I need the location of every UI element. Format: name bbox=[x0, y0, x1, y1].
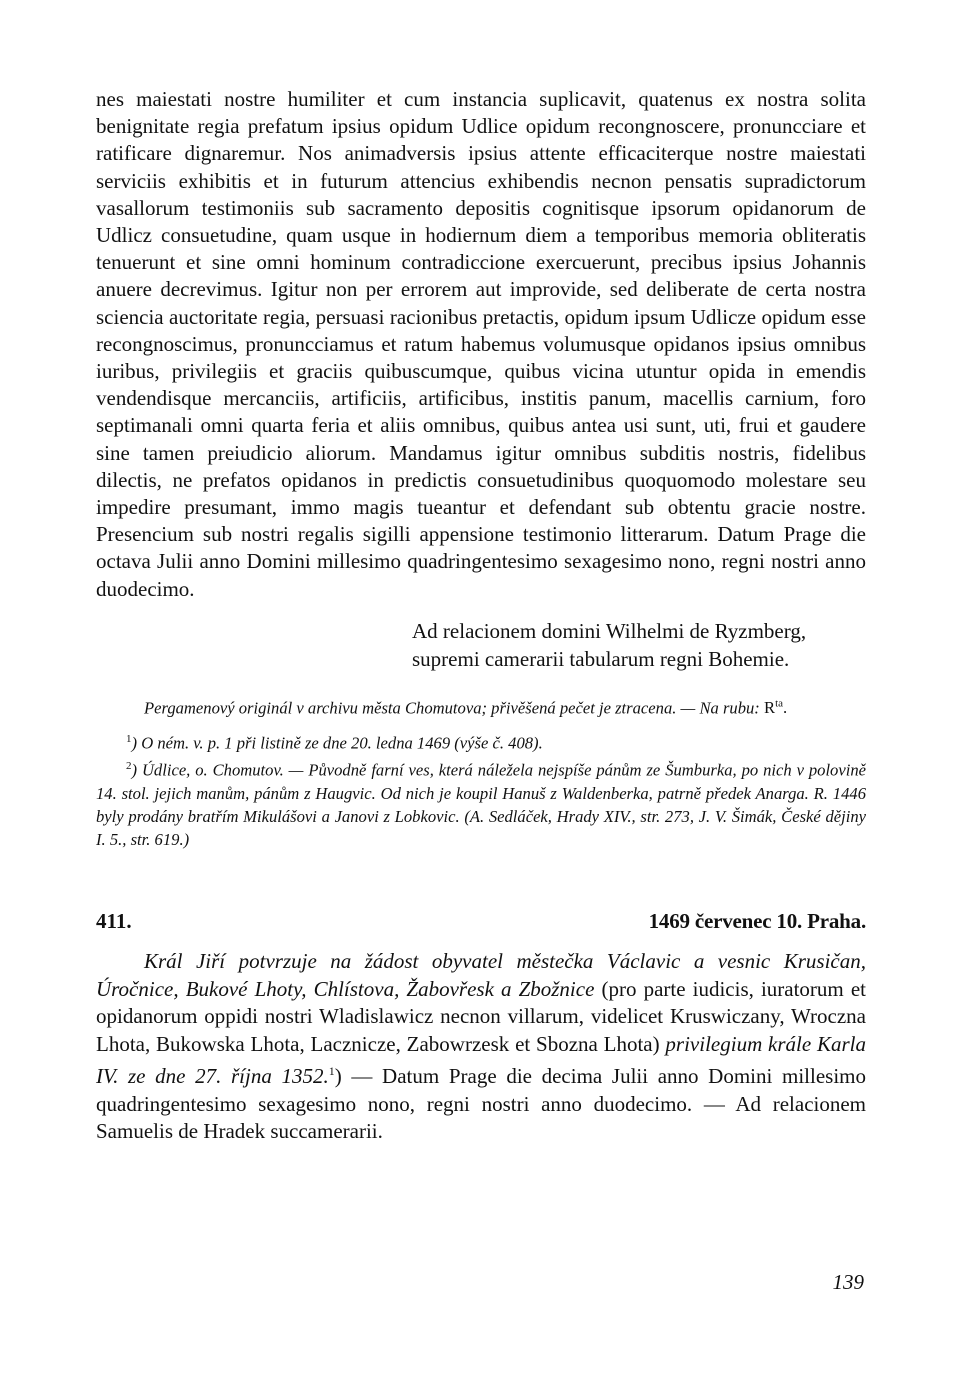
charter-text: nes maiestati nostre humiliter et cum instancia suplicavit, quatenus ex nostra solita benignitate regia prefatum ipsius opidum Udlice opidum recongnoscere, pronuncciare et ratificare dignaremur. Nos animadversis ipsius attente efficaciterque nostre maiestati serviciis exhibitis et in futurum attencius exhibendis necnon pensatis supradictorum vasallorum testimoniis sub sacramento depositis cognitisque ipsorum opidanorum de Udlicz consuetudine, quam usque in hodiernum diem a temporibus memoria obliteratis tenuerunt et sine omni hominum contradiccione exercuerunt, precibus ipsius Johannis anuere decrevimus. Igitur non per errorem aut improvide, sed deliberate de certa nostra sciencia auctoritate regia, persuasi racionibus pretactis, opidum ipsum Udlicze opidum esse recongnoscimus, pronuncciamus et ratum habemus volumusque opidanos ipsius omnibus iuribus, privilegiis et graciis quibuscumque, quibus vicina utuntur opida in emendis vendendisque mercanciis, artificiis, artificibus, institis panum, macellis carnium, foro septimanali omni quarta feria et aliis omnibus, quibus antea usi sunt, uti, frui et gaudere sine tamen preiudicio aliorum. Mandamus igitur omnibus subditis nostris, fidelibus dilectis, ne prefatos opidanos in predictis consuetudinibus quoquomodo molestare seu impedire presumant, immo magis tueantur et defendant sub obtentu gracie nostre. Presencium sub nostri regalis sigilli appensione testimonio litterarum. Datum Prage die octava Julii anno Domini millesimo quadringentesimo sexagesimo nono, regni nostri anno duodecimo. bbox=[96, 87, 866, 601]
page-number: 139 bbox=[832, 1270, 864, 1294]
entry-heading bbox=[96, 909, 866, 934]
dorsal-mark: $R^{ta}$. bbox=[764, 697, 788, 718]
entry-number: 411. bbox=[96, 909, 132, 934]
source-note-text: Pergamenový originál v archivu města Chomutova; přivěšená pečet je ztracena. — Na rubu: bbox=[144, 698, 760, 718]
entry-date: 1469 červenec 10. Praha. bbox=[648, 909, 866, 934]
footnote: $^1$) O ném. v. p. 1 při listině ze dne 20. ledna 1469 (výše č. 408). bbox=[126, 733, 543, 753]
document-page bbox=[96, 86, 866, 1166]
signature-block bbox=[96, 617, 866, 673]
signature-line-1: Ad relacionem domini Wilhelmi de Ryzmberg, bbox=[412, 618, 807, 643]
footnotes bbox=[96, 728, 866, 851]
footnote: $^2$) Údlice, o. Chomutov. — Původně farní ves, která náležela nejspíše pánům ze Šumburka, po nich v polovině 14. stol. jejich manům, pánům z Haugvic. Od nich je koupil Hanuš z Waldenberka, patrně předek Anarga. R. 1446 byly prodány bratřím Mikulášovi a Janovi z Lobkovic. (A. Sedláček, Hrady XIV., str. 273, J. V. Šimák, České dějiny I. 5., str. 619.) bbox=[96, 760, 866, 850]
source-note bbox=[96, 693, 866, 720]
regest-text: Král Jiří potvrzuje na žádost obyvatel městečka Václavic a vesnic Krusičan, Úročnice, Bukové Lhoty, Chlístova, Žabovřesk a Zbožnice (pro parte iudicis, iuratorum et opidanorum oppidi nostri Wladislawicz necnon villarum, videlicet Kruswiczany, Wroczna Lhota, Bukowska Lhota, Lacznicze, Zabowrzesk et Sbozna Lhota) privilegium krále Karla IV. ze dne 27. října 1352.$^1$) — Datum Prage die decima Julii anno Domini millesimo quadringentesimo sexagesimo nono, regni nostri anno duodecimo. — Ad relacionem Samuelis de Hradek succamerarii. bbox=[96, 949, 867, 1143]
signature-line-2: supremi camerarii tabularum regni Bohemie. bbox=[412, 646, 790, 671]
